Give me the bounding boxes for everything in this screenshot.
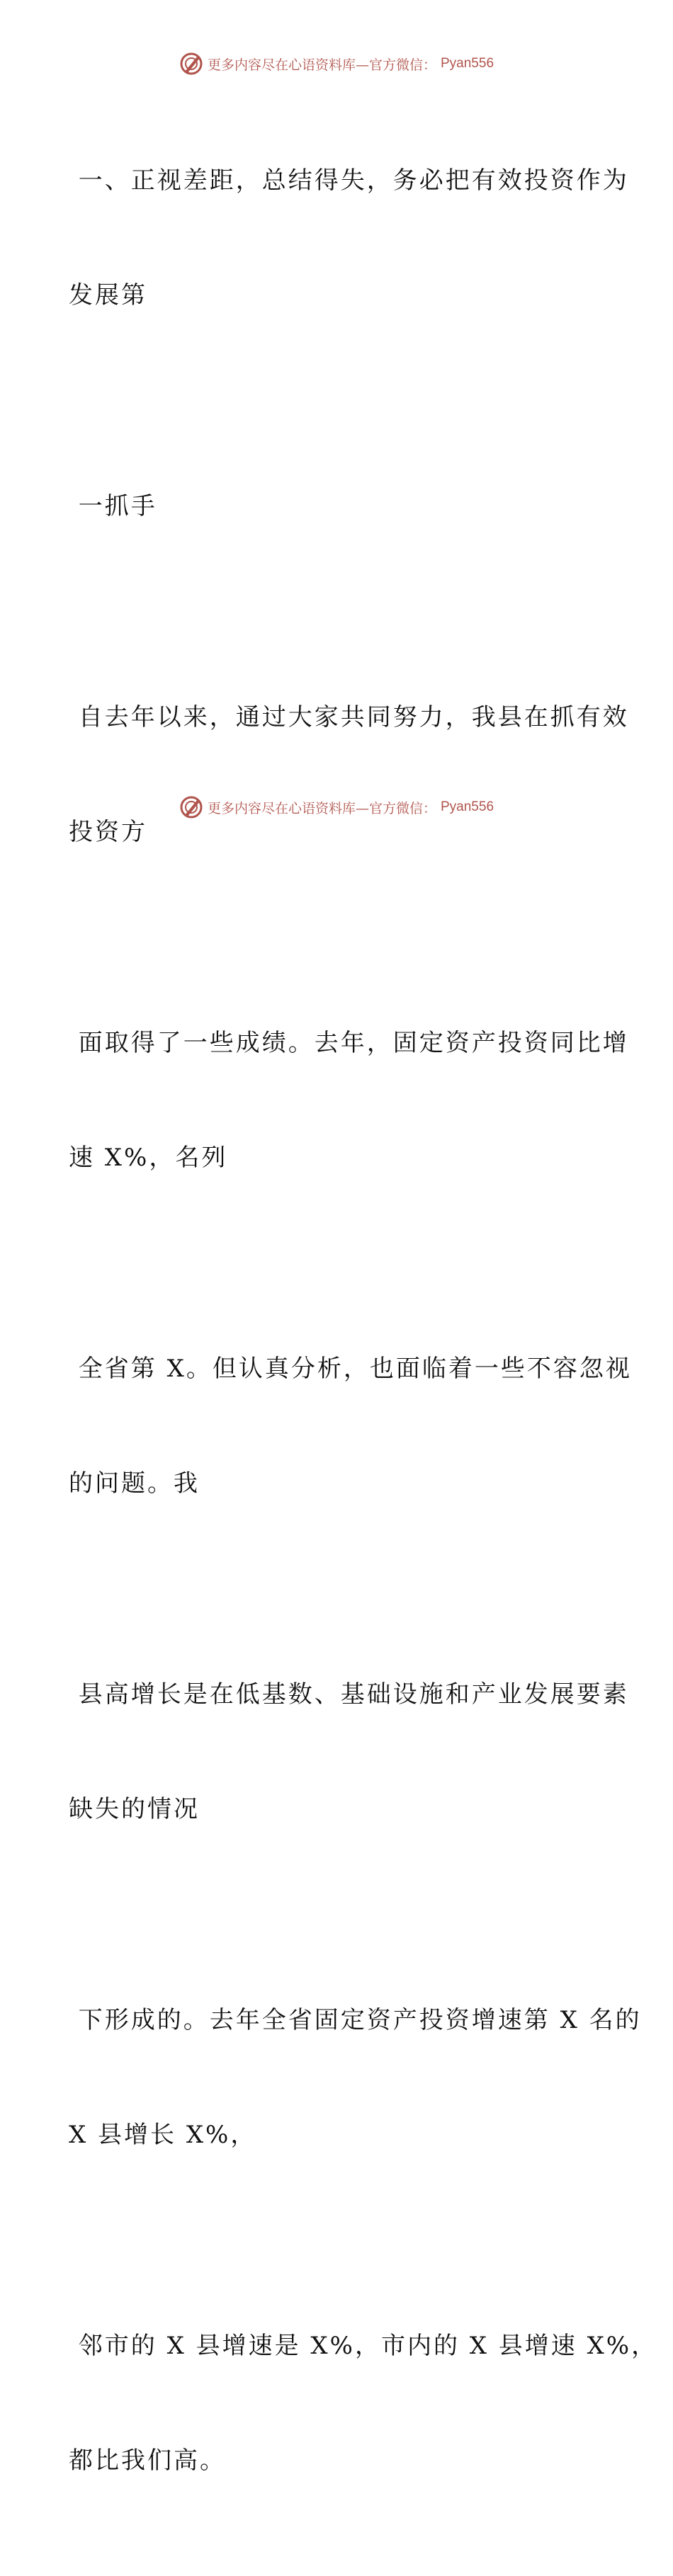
paragraph <box>69 1273 632 1579</box>
wechat-id: Pyan556 <box>441 799 494 814</box>
text-line: 下形成的。去年全省固定资产投资增速第 X 名的 <box>69 2006 642 2034</box>
paragraph <box>69 947 629 1253</box>
text-line: 一抓手 <box>69 492 157 520</box>
text-line: 全省第 X。但认真分析，也面临着一些不容忽视 <box>69 1355 632 1383</box>
text-line: 自去年以来，通过大家共同努力，我县在抓有效 <box>69 703 629 731</box>
text-line: 面取得了一些成绩。去年，固定资产投资同比增 <box>69 1029 629 1057</box>
text-line: 邻市的 X 县增速是 X%，市内的 X 县增速 X%， <box>69 2332 658 2360</box>
text-line: X 县增长 X%， <box>69 2121 257 2149</box>
pen-seal-icon <box>179 795 203 819</box>
text-line: 一、正视差距，总结得失，务必把有效投资作为 <box>69 166 629 195</box>
pen-seal-icon <box>179 52 203 76</box>
text-line: 的问题。我 <box>69 1469 200 1498</box>
footer-banner <box>0 793 673 821</box>
text-line: 缺失的情况 <box>69 1795 200 1823</box>
text-line: 发展第 <box>69 281 147 309</box>
header-banner <box>0 50 673 78</box>
text-line: 都比我们高。 <box>69 2446 226 2475</box>
wechat-id: Pyan556 <box>441 56 494 71</box>
paragraph <box>69 1599 629 1905</box>
paragraph <box>69 85 629 391</box>
banner-text: 更多内容尽在心语资料库—官方微信： <box>207 800 436 816</box>
text-line: 速 X%，名列 <box>69 1144 228 1172</box>
banner-text: 更多内容尽在心语资料库—官方微信： <box>207 57 436 73</box>
paragraph <box>69 2250 658 2556</box>
paragraph <box>69 411 607 602</box>
paragraph <box>69 1925 642 2230</box>
text-line: 县高增长是在低基数、基础设施和产业发展要素 <box>69 1680 629 1709</box>
document-body <box>69 85 658 2576</box>
text-line: 投资方 <box>69 818 147 846</box>
paragraph <box>69 622 629 928</box>
